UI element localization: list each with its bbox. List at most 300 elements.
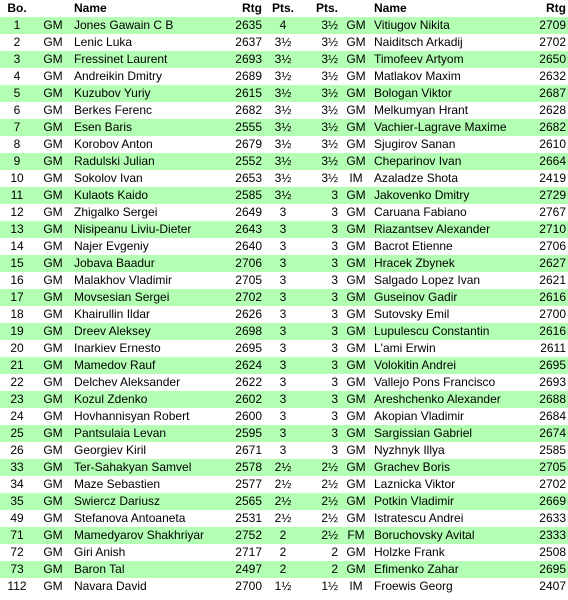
white-title: GM bbox=[34, 442, 72, 459]
black-points: 3½ bbox=[302, 102, 340, 119]
black-rating: 2702 bbox=[528, 476, 568, 493]
black-player-name: Sargissian Gabriel bbox=[372, 425, 528, 442]
header-points-black: Pts. bbox=[302, 0, 340, 17]
white-player-name: Stefanova Antoaneta bbox=[72, 510, 224, 527]
white-points: 3½ bbox=[264, 51, 302, 68]
black-title: GM bbox=[340, 204, 372, 221]
black-points: 3½ bbox=[302, 119, 340, 136]
white-points: 2½ bbox=[264, 510, 302, 527]
black-rating: 2616 bbox=[528, 323, 568, 340]
black-player-name: L'ami Erwin bbox=[372, 340, 528, 357]
black-points: 3 bbox=[302, 374, 340, 391]
black-player-name: Istratescu Andrei bbox=[372, 510, 528, 527]
board-number: 19 bbox=[0, 323, 34, 340]
header-rating-black: Rtg bbox=[528, 0, 568, 17]
table-row bbox=[0, 170, 568, 187]
white-points: 1½ bbox=[264, 578, 302, 595]
board-number: 73 bbox=[0, 561, 34, 578]
black-title: GM bbox=[340, 34, 372, 51]
black-rating: 2674 bbox=[528, 425, 568, 442]
board-number: 71 bbox=[0, 527, 34, 544]
white-player-name: Baron Tal bbox=[72, 561, 224, 578]
black-rating: 2684 bbox=[528, 408, 568, 425]
white-points: 2 bbox=[264, 544, 302, 561]
white-points: 3½ bbox=[264, 34, 302, 51]
white-title: GM bbox=[34, 493, 72, 510]
black-points: 3½ bbox=[302, 68, 340, 85]
black-title: GM bbox=[340, 255, 372, 272]
black-points: 3 bbox=[302, 425, 340, 442]
black-player-name: Timofeev Artyom bbox=[372, 51, 528, 68]
white-points: 3 bbox=[264, 374, 302, 391]
board-number: 20 bbox=[0, 340, 34, 357]
white-title: GM bbox=[34, 102, 72, 119]
black-rating: 2682 bbox=[528, 119, 568, 136]
black-points: 3 bbox=[302, 408, 340, 425]
white-rating: 2565 bbox=[224, 493, 264, 510]
white-rating: 2705 bbox=[224, 272, 264, 289]
board-number: 3 bbox=[0, 51, 34, 68]
white-points: 2 bbox=[264, 527, 302, 544]
board-number: 12 bbox=[0, 204, 34, 221]
black-title: IM bbox=[340, 578, 372, 595]
table-row bbox=[0, 425, 568, 442]
white-points: 3 bbox=[264, 408, 302, 425]
board-number: 1 bbox=[0, 17, 34, 34]
white-title: GM bbox=[34, 306, 72, 323]
white-title: GM bbox=[34, 51, 72, 68]
board-number: 49 bbox=[0, 510, 34, 527]
white-title: GM bbox=[34, 544, 72, 561]
table-row bbox=[0, 153, 568, 170]
white-rating: 2640 bbox=[224, 238, 264, 255]
black-rating: 2693 bbox=[528, 374, 568, 391]
table-row bbox=[0, 323, 568, 340]
black-title: GM bbox=[340, 153, 372, 170]
black-player-name: Riazantsev Alexander bbox=[372, 221, 528, 238]
black-points: 3 bbox=[302, 442, 340, 459]
white-title: GM bbox=[34, 323, 72, 340]
white-player-name: Sokolov Ivan bbox=[72, 170, 224, 187]
black-title: GM bbox=[340, 221, 372, 238]
white-player-name: Georgiev Kiril bbox=[72, 442, 224, 459]
white-player-name: Nisipeanu Liviu-Dieter bbox=[72, 221, 224, 238]
board-number: 6 bbox=[0, 102, 34, 119]
black-player-name: Bologan Viktor bbox=[372, 85, 528, 102]
black-title: GM bbox=[340, 119, 372, 136]
black-rating: 2633 bbox=[528, 510, 568, 527]
white-rating: 2577 bbox=[224, 476, 264, 493]
white-player-name: Jobava Baadur bbox=[72, 255, 224, 272]
table-row bbox=[0, 510, 568, 527]
board-number: 17 bbox=[0, 289, 34, 306]
table-row bbox=[0, 391, 568, 408]
black-title: GM bbox=[340, 561, 372, 578]
white-player-name: Mamedyarov Shakhriyar bbox=[72, 527, 224, 544]
board-number: 35 bbox=[0, 493, 34, 510]
white-rating: 2531 bbox=[224, 510, 264, 527]
board-number: 7 bbox=[0, 119, 34, 136]
black-player-name: Holzke Frank bbox=[372, 544, 528, 561]
black-rating: 2407 bbox=[528, 578, 568, 595]
table-row bbox=[0, 204, 568, 221]
white-points: 2½ bbox=[264, 476, 302, 493]
white-points: 3 bbox=[264, 255, 302, 272]
white-title: GM bbox=[34, 238, 72, 255]
board-number: 14 bbox=[0, 238, 34, 255]
white-player-name: Kozul Zdenko bbox=[72, 391, 224, 408]
white-player-name: Maze Sebastien bbox=[72, 476, 224, 493]
board-number: 23 bbox=[0, 391, 34, 408]
white-points: 3 bbox=[264, 204, 302, 221]
black-points: 3 bbox=[302, 187, 340, 204]
black-player-name: Cheparinov Ivan bbox=[372, 153, 528, 170]
black-points: 3½ bbox=[302, 136, 340, 153]
white-rating: 2615 bbox=[224, 85, 264, 102]
board-number: 72 bbox=[0, 544, 34, 561]
table-row bbox=[0, 340, 568, 357]
black-player-name: Hracek Zbynek bbox=[372, 255, 528, 272]
table-row bbox=[0, 34, 568, 51]
white-points: 3 bbox=[264, 391, 302, 408]
black-rating: 2669 bbox=[528, 493, 568, 510]
board-number: 26 bbox=[0, 442, 34, 459]
black-points: 2 bbox=[302, 544, 340, 561]
black-title: GM bbox=[340, 323, 372, 340]
white-title: GM bbox=[34, 561, 72, 578]
white-title: GM bbox=[34, 374, 72, 391]
white-player-name: Khairullin Ildar bbox=[72, 306, 224, 323]
header-board: Bo. bbox=[0, 0, 34, 17]
board-number: 22 bbox=[0, 374, 34, 391]
black-points: 3 bbox=[302, 357, 340, 374]
white-title: GM bbox=[34, 221, 72, 238]
table-row bbox=[0, 187, 568, 204]
black-rating: 2688 bbox=[528, 391, 568, 408]
black-points: 3 bbox=[302, 323, 340, 340]
white-points: 4 bbox=[264, 17, 302, 34]
white-rating: 2497 bbox=[224, 561, 264, 578]
white-rating: 2555 bbox=[224, 119, 264, 136]
board-number: 34 bbox=[0, 476, 34, 493]
board-number: 8 bbox=[0, 136, 34, 153]
white-points: 3½ bbox=[264, 153, 302, 170]
black-points: 3 bbox=[302, 340, 340, 357]
white-rating: 2700 bbox=[224, 578, 264, 595]
black-title: GM bbox=[340, 459, 372, 476]
black-rating: 2508 bbox=[528, 544, 568, 561]
white-rating: 2752 bbox=[224, 527, 264, 544]
black-player-name: Salgado Lopez Ivan bbox=[372, 272, 528, 289]
table-row bbox=[0, 357, 568, 374]
white-player-name: Lenic Luka bbox=[72, 34, 224, 51]
white-rating: 2679 bbox=[224, 136, 264, 153]
white-rating: 2653 bbox=[224, 170, 264, 187]
black-points: 3 bbox=[302, 238, 340, 255]
white-rating: 2643 bbox=[224, 221, 264, 238]
black-rating: 2710 bbox=[528, 221, 568, 238]
black-player-name: Sutovsky Emil bbox=[372, 306, 528, 323]
white-points: 3½ bbox=[264, 170, 302, 187]
white-title: GM bbox=[34, 408, 72, 425]
black-rating: 2419 bbox=[528, 170, 568, 187]
white-title: GM bbox=[34, 204, 72, 221]
white-player-name: Hovhannisyan Robert bbox=[72, 408, 224, 425]
black-points: 3 bbox=[302, 255, 340, 272]
black-title: GM bbox=[340, 136, 372, 153]
white-player-name: Mamedov Rauf bbox=[72, 357, 224, 374]
table-row bbox=[0, 527, 568, 544]
white-player-name: Andreikin Dmitry bbox=[72, 68, 224, 85]
black-rating: 2621 bbox=[528, 272, 568, 289]
black-points: 2½ bbox=[302, 476, 340, 493]
board-number: 11 bbox=[0, 187, 34, 204]
black-points: 3 bbox=[302, 391, 340, 408]
table-row bbox=[0, 544, 568, 561]
white-rating: 2585 bbox=[224, 187, 264, 204]
black-rating: 2767 bbox=[528, 204, 568, 221]
black-points: 2½ bbox=[302, 510, 340, 527]
white-player-name: Jones Gawain C B bbox=[72, 17, 224, 34]
white-title: GM bbox=[34, 527, 72, 544]
white-rating: 2695 bbox=[224, 340, 264, 357]
white-title: GM bbox=[34, 340, 72, 357]
black-rating: 2729 bbox=[528, 187, 568, 204]
white-player-name: Giri Anish bbox=[72, 544, 224, 561]
white-rating: 2649 bbox=[224, 204, 264, 221]
white-rating: 2552 bbox=[224, 153, 264, 170]
white-rating: 2693 bbox=[224, 51, 264, 68]
white-title: GM bbox=[34, 119, 72, 136]
black-title: GM bbox=[340, 357, 372, 374]
table-body bbox=[0, 17, 568, 595]
table-row bbox=[0, 493, 568, 510]
white-player-name: Fressinet Laurent bbox=[72, 51, 224, 68]
board-number: 15 bbox=[0, 255, 34, 272]
white-player-name: Radulski Julian bbox=[72, 153, 224, 170]
white-player-name: Pantsulaia Levan bbox=[72, 425, 224, 442]
black-player-name: Melkumyan Hrant bbox=[372, 102, 528, 119]
table-row bbox=[0, 85, 568, 102]
black-title: GM bbox=[340, 391, 372, 408]
black-rating: 2695 bbox=[528, 561, 568, 578]
white-rating: 2626 bbox=[224, 306, 264, 323]
black-title: GM bbox=[340, 442, 372, 459]
white-rating: 2637 bbox=[224, 34, 264, 51]
table-row bbox=[0, 238, 568, 255]
black-rating: 2700 bbox=[528, 306, 568, 323]
white-title: GM bbox=[34, 170, 72, 187]
white-title: GM bbox=[34, 17, 72, 34]
white-player-name: Korobov Anton bbox=[72, 136, 224, 153]
white-title: GM bbox=[34, 136, 72, 153]
white-points: 2½ bbox=[264, 459, 302, 476]
header-rating-white: Rtg bbox=[224, 0, 264, 17]
black-title: GM bbox=[340, 187, 372, 204]
white-points: 3 bbox=[264, 221, 302, 238]
black-player-name: Areshchenko Alexander bbox=[372, 391, 528, 408]
table-row bbox=[0, 476, 568, 493]
white-title: GM bbox=[34, 425, 72, 442]
table-row bbox=[0, 255, 568, 272]
board-number: 10 bbox=[0, 170, 34, 187]
board-number: 24 bbox=[0, 408, 34, 425]
black-player-name: Guseinov Gadir bbox=[372, 289, 528, 306]
board-number: 25 bbox=[0, 425, 34, 442]
black-points: 3 bbox=[302, 272, 340, 289]
white-title: GM bbox=[34, 85, 72, 102]
black-points: 2½ bbox=[302, 527, 340, 544]
board-number: 5 bbox=[0, 85, 34, 102]
table-row bbox=[0, 51, 568, 68]
white-points: 3½ bbox=[264, 119, 302, 136]
black-player-name: Boruchovsky Avital bbox=[372, 527, 528, 544]
white-title: GM bbox=[34, 272, 72, 289]
board-number: 13 bbox=[0, 221, 34, 238]
black-rating: 2333 bbox=[528, 527, 568, 544]
black-points: 3½ bbox=[302, 34, 340, 51]
black-title: GM bbox=[340, 340, 372, 357]
black-player-name: Froewis Georg bbox=[372, 578, 528, 595]
white-rating: 2635 bbox=[224, 17, 264, 34]
white-points: 3 bbox=[264, 323, 302, 340]
black-points: 3½ bbox=[302, 17, 340, 34]
black-title: GM bbox=[340, 102, 372, 119]
black-title: FM bbox=[340, 527, 372, 544]
table-row bbox=[0, 306, 568, 323]
black-player-name: Grachev Boris bbox=[372, 459, 528, 476]
white-player-name: Kuzubov Yuriy bbox=[72, 85, 224, 102]
black-title: GM bbox=[340, 544, 372, 561]
black-player-name: Laznicka Viktor bbox=[372, 476, 528, 493]
white-player-name: Najer Evgeniy bbox=[72, 238, 224, 255]
white-rating: 2624 bbox=[224, 357, 264, 374]
white-rating: 2622 bbox=[224, 374, 264, 391]
black-rating: 2610 bbox=[528, 136, 568, 153]
white-title: GM bbox=[34, 34, 72, 51]
black-points: 3½ bbox=[302, 51, 340, 68]
black-title: GM bbox=[340, 493, 372, 510]
black-player-name: Vitiugov Nikita bbox=[372, 17, 528, 34]
white-points: 3½ bbox=[264, 85, 302, 102]
black-title: GM bbox=[340, 238, 372, 255]
white-title: GM bbox=[34, 289, 72, 306]
white-points: 3½ bbox=[264, 102, 302, 119]
black-player-name: Nyzhnyk Illya bbox=[372, 442, 528, 459]
white-points: 2 bbox=[264, 561, 302, 578]
board-number: 4 bbox=[0, 68, 34, 85]
black-rating: 2664 bbox=[528, 153, 568, 170]
board-number: 2 bbox=[0, 34, 34, 51]
black-player-name: Caruana Fabiano bbox=[372, 204, 528, 221]
black-title: GM bbox=[340, 85, 372, 102]
white-points: 3 bbox=[264, 442, 302, 459]
white-player-name: Delchev Aleksander bbox=[72, 374, 224, 391]
table-header bbox=[0, 0, 568, 17]
black-player-name: Azaladze Shota bbox=[372, 170, 528, 187]
white-points: 3 bbox=[264, 357, 302, 374]
black-points: 2 bbox=[302, 561, 340, 578]
header-name-black: Name bbox=[372, 0, 528, 17]
black-rating: 2628 bbox=[528, 102, 568, 119]
header-title-white bbox=[34, 0, 72, 17]
black-points: 3 bbox=[302, 221, 340, 238]
white-title: GM bbox=[34, 187, 72, 204]
table-row bbox=[0, 17, 568, 34]
white-player-name: Berkes Ferenc bbox=[72, 102, 224, 119]
white-title: GM bbox=[34, 153, 72, 170]
board-number: 33 bbox=[0, 459, 34, 476]
white-title: GM bbox=[34, 68, 72, 85]
white-rating: 2671 bbox=[224, 442, 264, 459]
black-title: GM bbox=[340, 374, 372, 391]
white-points: 3½ bbox=[264, 136, 302, 153]
table-row bbox=[0, 221, 568, 238]
black-player-name: Volokitin Andrei bbox=[372, 357, 528, 374]
black-player-name: Akopian Vladimir bbox=[372, 408, 528, 425]
white-title: GM bbox=[34, 391, 72, 408]
header-title-black bbox=[340, 0, 372, 17]
black-points: 2½ bbox=[302, 493, 340, 510]
table-row bbox=[0, 442, 568, 459]
black-rating: 2585 bbox=[528, 442, 568, 459]
black-title: GM bbox=[340, 68, 372, 85]
header-points-white: Pts. bbox=[264, 0, 302, 17]
black-rating: 2611 bbox=[528, 340, 568, 357]
black-rating: 2702 bbox=[528, 34, 568, 51]
black-rating: 2705 bbox=[528, 459, 568, 476]
table-row bbox=[0, 459, 568, 476]
black-title: GM bbox=[340, 510, 372, 527]
black-points: 3 bbox=[302, 204, 340, 221]
table-row bbox=[0, 136, 568, 153]
white-player-name: Navara David bbox=[72, 578, 224, 595]
table-row bbox=[0, 272, 568, 289]
black-title: GM bbox=[340, 408, 372, 425]
white-rating: 2602 bbox=[224, 391, 264, 408]
table-row bbox=[0, 578, 568, 595]
black-points: 2½ bbox=[302, 459, 340, 476]
white-points: 3½ bbox=[264, 187, 302, 204]
black-rating: 2695 bbox=[528, 357, 568, 374]
white-title: GM bbox=[34, 357, 72, 374]
white-player-name: Dreev Aleksey bbox=[72, 323, 224, 340]
header-name-white: Name bbox=[72, 0, 224, 17]
black-title: GM bbox=[340, 272, 372, 289]
black-title: GM bbox=[340, 289, 372, 306]
black-player-name: Vallejo Pons Francisco bbox=[372, 374, 528, 391]
black-player-name: Vachier-Lagrave Maxime bbox=[372, 119, 528, 136]
white-player-name: Esen Baris bbox=[72, 119, 224, 136]
black-title: GM bbox=[340, 306, 372, 323]
black-title: IM bbox=[340, 170, 372, 187]
black-rating: 2616 bbox=[528, 289, 568, 306]
black-player-name: Naiditsch Arkadij bbox=[372, 34, 528, 51]
white-title: GM bbox=[34, 578, 72, 595]
white-points: 3 bbox=[264, 272, 302, 289]
table-row bbox=[0, 561, 568, 578]
black-rating: 2650 bbox=[528, 51, 568, 68]
header-row bbox=[0, 0, 568, 17]
black-points: 1½ bbox=[302, 578, 340, 595]
black-rating: 2627 bbox=[528, 255, 568, 272]
white-player-name: Zhigalko Sergei bbox=[72, 204, 224, 221]
table-row bbox=[0, 289, 568, 306]
table-row bbox=[0, 408, 568, 425]
white-title: GM bbox=[34, 459, 72, 476]
white-rating: 2595 bbox=[224, 425, 264, 442]
black-points: 3 bbox=[302, 306, 340, 323]
